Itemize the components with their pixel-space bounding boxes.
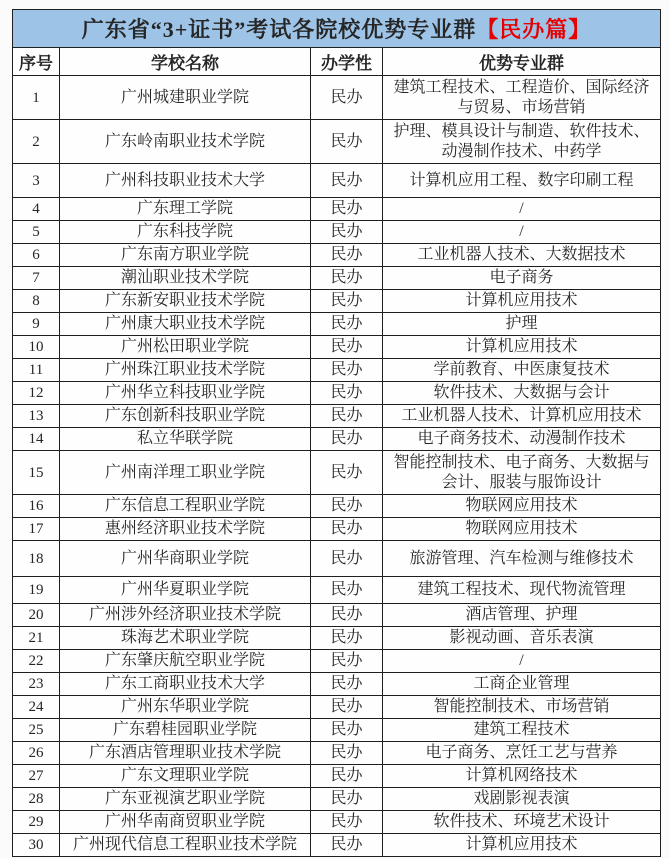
cell-index: 14: [13, 428, 60, 451]
table-row: [13, 673, 661, 696]
cell-school-type: 民办: [311, 742, 383, 765]
cell-school-type: 民办: [311, 696, 383, 719]
cell-school-type: 民办: [311, 451, 383, 495]
cell-major-group: 物联网应用技术: [383, 495, 661, 518]
cell-school-type: 民办: [311, 313, 383, 336]
table-row: [13, 451, 661, 495]
cell-school-name: 广州松田职业学院: [60, 336, 311, 359]
table-title: [13, 10, 661, 48]
cell-school-type: 民办: [311, 76, 383, 120]
table-row: [13, 811, 661, 834]
college-majors-table: [12, 9, 661, 857]
cell-school-type: 民办: [311, 405, 383, 428]
cell-school-type: 民办: [311, 198, 383, 221]
table-row: [13, 120, 661, 164]
table-row: [13, 290, 661, 313]
cell-school-type: 民办: [311, 673, 383, 696]
table-row: [13, 405, 661, 428]
cell-school-name: 广东新安职业技术学院: [60, 290, 311, 313]
cell-school-name: 广州华夏职业学院: [60, 577, 311, 604]
cell-school-type: 民办: [311, 382, 383, 405]
cell-school-name: 珠海艺术职业学院: [60, 627, 311, 650]
cell-index: 1: [13, 76, 60, 120]
table-row: [13, 518, 661, 541]
cell-school-name: 广东创新科技职业学院: [60, 405, 311, 428]
cell-major-group: 软件技术、大数据与会计: [383, 382, 661, 405]
cell-school-name: 广州东华职业学院: [60, 696, 311, 719]
cell-school-name: 广东理工学院: [60, 198, 311, 221]
cell-index: 10: [13, 336, 60, 359]
cell-school-name: 私立华联学院: [60, 428, 311, 451]
cell-major-group: 计算机应用技术: [383, 336, 661, 359]
cell-major-group: 建筑工程技术、工程造价、国际经济与贸易、市场营销: [383, 76, 661, 120]
cell-major-group: 物联网应用技术: [383, 518, 661, 541]
cell-school-name: 广州珠江职业技术学院: [60, 359, 311, 382]
table-row: [13, 541, 661, 577]
table-row: [13, 788, 661, 811]
table-row: [13, 76, 661, 120]
table-row: [13, 359, 661, 382]
table-row: [13, 577, 661, 604]
cell-school-name: 广东南方职业学院: [60, 244, 311, 267]
cell-major-group: 工业机器人技术、计算机应用技术: [383, 405, 661, 428]
cell-index: 4: [13, 198, 60, 221]
table-row: [13, 313, 661, 336]
cell-school-name: 广州华南商贸职业学院: [60, 811, 311, 834]
cell-school-name: 广州华立科技职业学院: [60, 382, 311, 405]
title-row: [13, 10, 661, 48]
cell-school-type: 民办: [311, 267, 383, 290]
cell-school-name: 潮汕职业技术学院: [60, 267, 311, 290]
table-row: [13, 382, 661, 405]
cell-major-group: 软件技术、环境艺术设计: [383, 811, 661, 834]
table-row: [13, 198, 661, 221]
table-row: [13, 495, 661, 518]
cell-major-group: 智能控制技术、电子商务、大数据与会计、服装与服饰设计: [383, 451, 661, 495]
cell-school-type: 民办: [311, 811, 383, 834]
cell-index: 7: [13, 267, 60, 290]
cell-school-type: 民办: [311, 834, 383, 857]
cell-school-name: 广州康大职业技术学院: [60, 313, 311, 336]
cell-school-name: 广州城建职业学院: [60, 76, 311, 120]
cell-major-group: 计算机应用工程、数字印刷工程: [383, 164, 661, 198]
cell-index: 30: [13, 834, 60, 857]
cell-school-type: 民办: [311, 719, 383, 742]
table-row: [13, 742, 661, 765]
cell-school-type: 民办: [311, 290, 383, 313]
table-title-text: 广东省“3+证书”考试各院校优势专业群: [81, 17, 477, 42]
cell-index: 27: [13, 765, 60, 788]
column-header-row: [13, 48, 661, 76]
cell-school-type: 民办: [311, 495, 383, 518]
cell-major-group: /: [383, 221, 661, 244]
cell-school-name: 广东酒店管理职业技术学院: [60, 742, 311, 765]
cell-school-type: 民办: [311, 244, 383, 267]
cell-major-group: 护理: [383, 313, 661, 336]
table-row: [13, 627, 661, 650]
cell-school-name: 广东文理职业学院: [60, 765, 311, 788]
cell-index: 19: [13, 577, 60, 604]
cell-major-group: 计算机应用技术: [383, 290, 661, 313]
table-row: [13, 765, 661, 788]
cell-index: 9: [13, 313, 60, 336]
cell-index: 26: [13, 742, 60, 765]
cell-school-name: 广州涉外经济职业技术学院: [60, 604, 311, 627]
cell-school-name: 广州现代信息工程职业技术学院: [60, 834, 311, 857]
cell-index: 25: [13, 719, 60, 742]
cell-index: 6: [13, 244, 60, 267]
column-header-major-group: 优势专业群: [383, 48, 661, 76]
cell-index: 17: [13, 518, 60, 541]
cell-school-name: 广东肇庆航空职业学院: [60, 650, 311, 673]
cell-major-group: /: [383, 650, 661, 673]
cell-index: 11: [13, 359, 60, 382]
cell-school-name: 广东科技学院: [60, 221, 311, 244]
cell-major-group: 智能控制技术、市场营销: [383, 696, 661, 719]
cell-index: 23: [13, 673, 60, 696]
cell-school-type: 民办: [311, 627, 383, 650]
column-header-school-name: 学校名称: [60, 48, 311, 76]
cell-school-type: 民办: [311, 788, 383, 811]
cell-index: 20: [13, 604, 60, 627]
table-body: [13, 76, 661, 857]
cell-major-group: 旅游管理、汽车检测与维修技术: [383, 541, 661, 577]
cell-index: 16: [13, 495, 60, 518]
table-row: [13, 336, 661, 359]
cell-school-type: 民办: [311, 164, 383, 198]
table-row: [13, 244, 661, 267]
cell-major-group: 计算机网络技术: [383, 765, 661, 788]
cell-major-group: 学前教育、中医康复技术: [383, 359, 661, 382]
cell-major-group: 工商企业管理: [383, 673, 661, 696]
table-row: [13, 696, 661, 719]
cell-school-name: 广东碧桂园职业学院: [60, 719, 311, 742]
table-row: [13, 428, 661, 451]
cell-major-group: 建筑工程技术: [383, 719, 661, 742]
cell-school-type: 民办: [311, 336, 383, 359]
cell-school-name: 广州科技职业技术大学: [60, 164, 311, 198]
cell-index: 28: [13, 788, 60, 811]
cell-index: 15: [13, 451, 60, 495]
cell-school-type: 民办: [311, 221, 383, 244]
cell-index: 8: [13, 290, 60, 313]
cell-school-name: 广东亚视演艺职业学院: [60, 788, 311, 811]
cell-major-group: 计算机应用技术: [383, 834, 661, 857]
cell-school-name: 惠州经济职业技术学院: [60, 518, 311, 541]
cell-school-type: 民办: [311, 765, 383, 788]
table-row: [13, 267, 661, 290]
cell-index: 3: [13, 164, 60, 198]
cell-index: 29: [13, 811, 60, 834]
cell-school-type: 民办: [311, 577, 383, 604]
column-header-index: 序号: [13, 48, 60, 76]
cell-major-group: 酒店管理、护理: [383, 604, 661, 627]
cell-school-type: 民办: [311, 120, 383, 164]
table-row: [13, 164, 661, 198]
table-row: [13, 221, 661, 244]
cell-index: 2: [13, 120, 60, 164]
table-row: [13, 719, 661, 742]
cell-major-group: 建筑工程技术、现代物流管理: [383, 577, 661, 604]
cell-index: 12: [13, 382, 60, 405]
cell-index: 24: [13, 696, 60, 719]
cell-index: 21: [13, 627, 60, 650]
cell-major-group: 戏剧影视表演: [383, 788, 661, 811]
cell-school-type: 民办: [311, 359, 383, 382]
cell-major-group: 工业机器人技术、大数据技术: [383, 244, 661, 267]
table-title-highlight: 【民办篇】: [476, 17, 592, 42]
cell-major-group: 电子商务技术、动漫制作技术: [383, 428, 661, 451]
cell-school-name: 广东岭南职业技术学院: [60, 120, 311, 164]
cell-school-name: 广东工商职业技术大学: [60, 673, 311, 696]
cell-major-group: /: [383, 198, 661, 221]
cell-index: 5: [13, 221, 60, 244]
cell-school-name: 广州南洋理工职业学院: [60, 451, 311, 495]
table-row: [13, 834, 661, 857]
column-header-school-type: 办学性: [311, 48, 383, 76]
cell-school-type: 民办: [311, 604, 383, 627]
table-row: [13, 650, 661, 673]
cell-school-type: 民办: [311, 428, 383, 451]
cell-school-name: 广东信息工程职业学院: [60, 495, 311, 518]
table-row: [13, 604, 661, 627]
cell-major-group: 电子商务: [383, 267, 661, 290]
cell-index: 22: [13, 650, 60, 673]
cell-major-group: 护理、模具设计与制造、软件技术、动漫制作技术、中药学: [383, 120, 661, 164]
cell-school-type: 民办: [311, 650, 383, 673]
cell-school-type: 民办: [311, 541, 383, 577]
cell-major-group: 电子商务、烹饪工艺与营养: [383, 742, 661, 765]
cell-school-name: 广州华商职业学院: [60, 541, 311, 577]
cell-major-group: 影视动画、音乐表演: [383, 627, 661, 650]
cell-index: 18: [13, 541, 60, 577]
cell-school-type: 民办: [311, 518, 383, 541]
cell-index: 13: [13, 405, 60, 428]
